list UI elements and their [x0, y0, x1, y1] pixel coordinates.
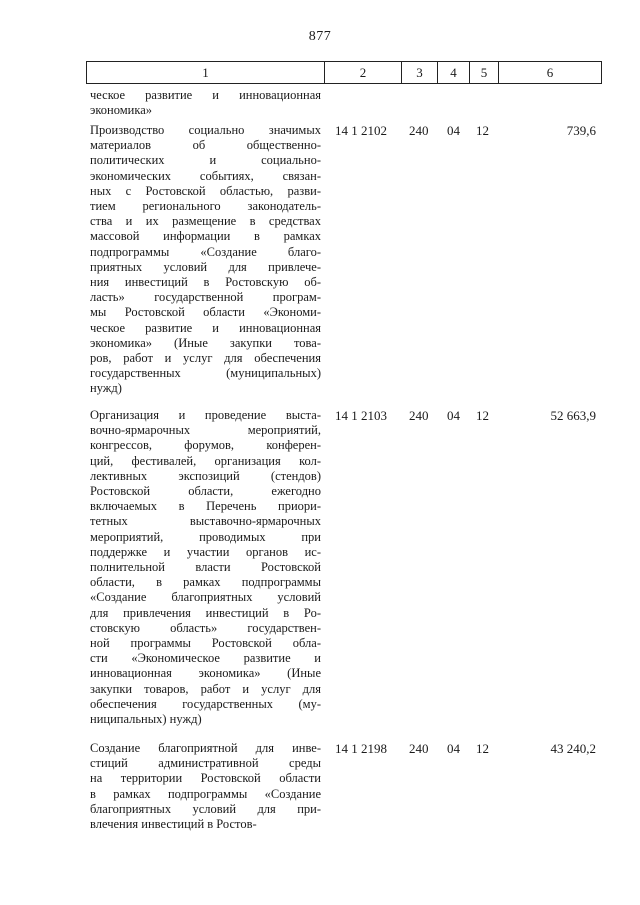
description-line: ческое развитие и инновационная: [90, 320, 321, 335]
expense-type-code: 240: [409, 123, 429, 138]
description-line: ства и их размещение в средствах: [90, 214, 321, 229]
description-line: ров, работ и услуг для обеспечения: [90, 351, 321, 366]
description-line: на территории Ростовской области: [90, 771, 321, 786]
description-line: ций, фестивалей, организация кол-: [90, 453, 321, 468]
row-description: [90, 408, 321, 727]
description-line: Создание благоприятной для инве-: [90, 741, 321, 755]
page-number: 877: [308, 29, 332, 44]
section-code: 04: [447, 123, 460, 138]
description-line: нужд): [90, 381, 122, 396]
description-line: мы Ростовской области «Экономи-: [90, 305, 321, 320]
description-line: массовой информации в рамках: [90, 229, 321, 244]
description-line: полнительной власти Ростовской: [90, 560, 321, 575]
amount-value: 52 663,9: [550, 408, 596, 423]
section-code: 04: [447, 408, 460, 423]
description-line: тием регионального законодатель-: [90, 199, 321, 214]
description-line: благоприятных условий для при-: [90, 801, 321, 816]
description-line: политических и социально-: [90, 153, 321, 168]
description-line: обеспечения государственных (му-: [90, 696, 321, 711]
column-header-5: 5: [470, 62, 499, 84]
description-line: поддержке и участии органов ис-: [90, 544, 321, 559]
column-header-1: 1: [87, 62, 325, 84]
column-header-6: 6: [499, 62, 602, 84]
description-line: экономика» (Иные закупки това-: [90, 335, 321, 350]
description-line: ниципальных) нужд): [90, 712, 202, 727]
description-line: экономических событиях, связан-: [90, 168, 321, 183]
section-code: 04: [447, 741, 460, 756]
description-line: тетных выставочно-ярмарочных: [90, 514, 321, 529]
continuation-description: [90, 88, 321, 118]
target-article-code: 14 1 2103: [335, 408, 387, 423]
description-line: приятных условий для привлече-: [90, 259, 321, 274]
description-line: материалов об общественно-: [90, 138, 321, 153]
amount-value: 43 240,2: [550, 741, 596, 756]
description-line: области, в рамках подпрограммы: [90, 575, 321, 590]
expense-type-code: 240: [409, 408, 429, 423]
subsection-code: 12: [476, 408, 489, 423]
description-line: мероприятий, проводимых при: [90, 529, 321, 544]
description-line: ческое развитие и инновационная: [90, 88, 321, 102]
description-line: закупки товаров, работ и услуг для: [90, 681, 321, 696]
description-line: инновационная экономика» (Иные: [90, 666, 321, 681]
description-line: Производство социально значимых: [90, 123, 321, 137]
description-line: конгрессов, форумов, конферен-: [90, 438, 321, 453]
column-header-row: [87, 62, 602, 84]
expense-type-code: 240: [409, 741, 429, 756]
subsection-code: 12: [476, 741, 489, 756]
description-line: Организация и проведение выста-: [90, 408, 321, 422]
column-header-2: 2: [325, 62, 402, 84]
description-line: «Создание благоприятных условий: [90, 590, 321, 605]
description-line: подпрограммы «Создание благо-: [90, 244, 321, 259]
description-line: влечения инвестиций в Ростов-: [90, 817, 257, 832]
description-line: стиций административной среды: [90, 756, 321, 771]
column-header-4: 4: [438, 62, 470, 84]
description-line: в рамках подпрограммы «Создание: [90, 786, 321, 801]
description-line: ных с Ростовской областью, разви-: [90, 183, 321, 198]
description-line: включаемых в Перечень приори-: [90, 499, 321, 514]
column-header-table: [86, 61, 602, 84]
description-line: сти «Экономическое развитие и: [90, 651, 321, 666]
row-description: [90, 741, 321, 832]
description-line: стовскую область» государствен-: [90, 620, 321, 635]
description-line: ной программы Ростовской обла-: [90, 636, 321, 651]
description-line: ласть» государственной програм-: [90, 290, 321, 305]
column-header-3: 3: [402, 62, 438, 84]
target-article-code: 14 1 2198: [335, 741, 387, 756]
description-line: вочно-ярмарочных мероприятий,: [90, 423, 321, 438]
description-line: Ростовской области, ежегодно: [90, 484, 321, 499]
description-line: экономика»: [90, 103, 153, 118]
description-line: государственных (муниципальных): [90, 366, 321, 381]
row-description: [90, 123, 321, 397]
description-line: для привлечения инвестиций в Ро-: [90, 605, 321, 620]
subsection-code: 12: [476, 123, 489, 138]
amount-value: 739,6: [566, 123, 596, 138]
description-line: ния инвестиций в Ростовскую об-: [90, 275, 321, 290]
description-line: лективных экспозиций (стендов): [90, 468, 321, 483]
target-article-code: 14 1 2102: [335, 123, 387, 138]
